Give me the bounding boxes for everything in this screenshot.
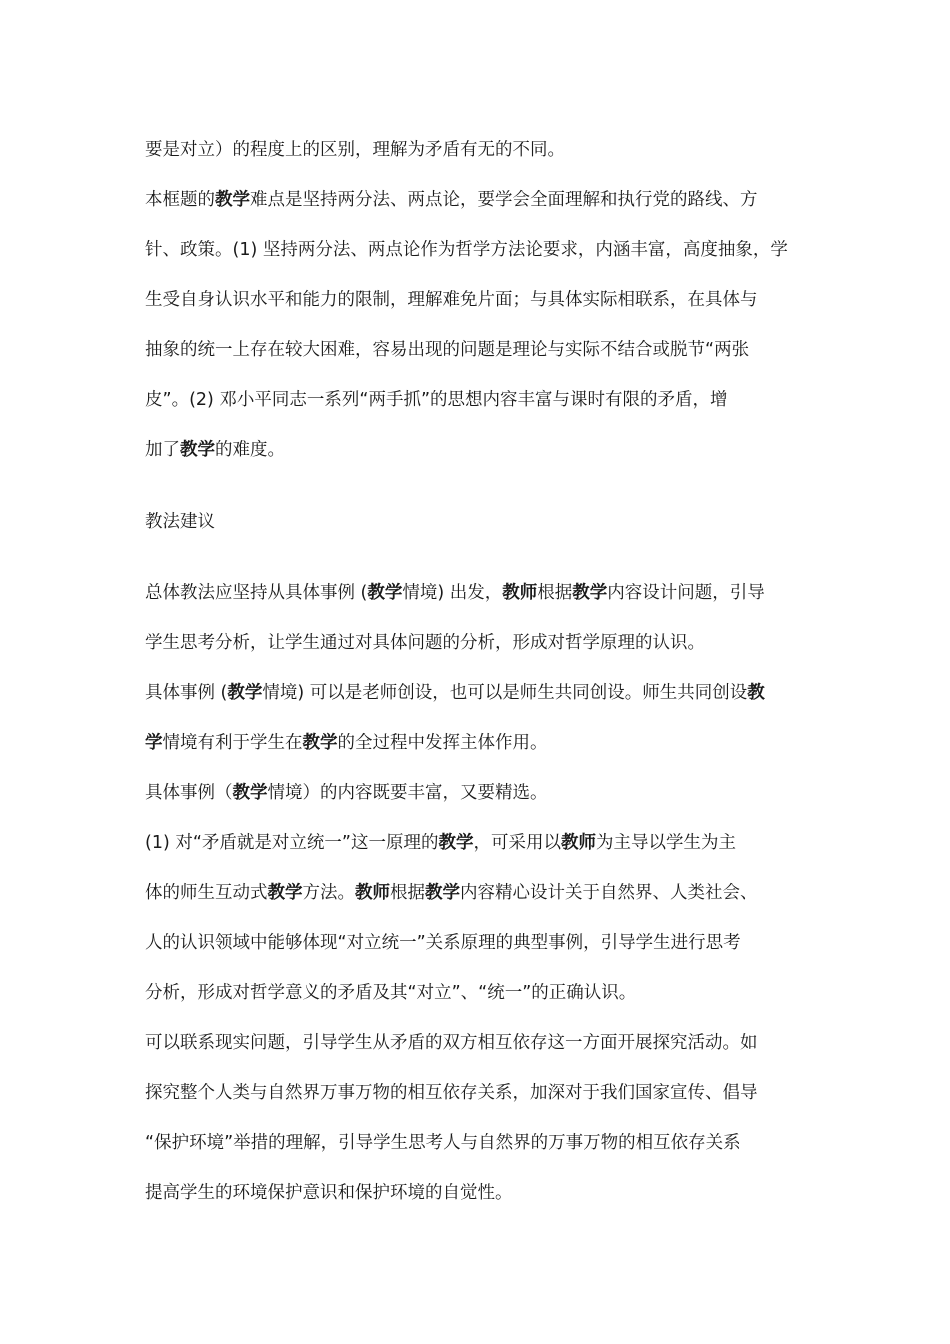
text-run: 情境）的内容既要丰富，又要精选。: [267, 783, 548, 803]
text-run: 教法建议: [145, 512, 215, 532]
text-run: 体的师生互动式: [145, 883, 268, 903]
text-run: ，可采用以: [473, 833, 561, 853]
section-heading: [145, 510, 810, 534]
bold-term: 教: [747, 683, 765, 703]
bold-term: 教师: [502, 583, 538, 603]
text-line: [145, 681, 810, 705]
bold-term: 教学: [438, 833, 474, 853]
bold-term: 教学: [425, 883, 460, 903]
text-run: 抽象的统一上存在较大困难，容易出现的问题是理论与实际不结合或脱节“两张: [145, 340, 750, 360]
bold-term: 教师: [560, 833, 596, 853]
text-line: [145, 581, 810, 605]
text-line: [145, 881, 810, 905]
text-line: [145, 1181, 810, 1205]
text-run: 内容设计问题，引导: [607, 583, 765, 603]
text-run: 皮”。(2) 邓小平同志一系列“两手抓”的思想内容丰富与课时有限的矛盾，增: [145, 390, 728, 410]
text-line: [145, 1031, 810, 1055]
text-line: [145, 438, 810, 462]
text-run: 情境) 出发，: [402, 583, 503, 603]
text-line: [145, 831, 810, 855]
text-run: 情境有利于学生在: [162, 733, 303, 753]
text-run: 要是对立）的程度上的区别，理解为矛盾有无的不同。: [145, 140, 565, 160]
text-run: 的难度。: [215, 440, 285, 460]
bold-term: 学: [145, 733, 163, 753]
text-run: 针、政策。(1) 坚持两分法、两点论作为哲学方法论要求，内涵丰富，高度抽象，学: [145, 240, 788, 260]
text-run: 分析，形成对哲学意义的矛盾及其“对立”、“统一”的正确认识。: [145, 983, 637, 1003]
bold-term: 教学: [232, 783, 268, 803]
text-run: 根据: [390, 883, 425, 903]
text-line: [145, 1131, 810, 1155]
text-run: “保护环境”举措的理解，引导学生思考人与自然界的万事万物的相互依存关系: [145, 1133, 741, 1153]
bold-term: 教学: [227, 683, 263, 703]
text-run: 提高学生的环境保护意识和保护环境的自觉性。: [145, 1183, 513, 1203]
text-line: [145, 981, 810, 1005]
text-line: [145, 731, 810, 755]
text-run: 具体事例（: [145, 783, 233, 803]
text-run: 总体教法应坚持从具体事例 (: [145, 583, 368, 603]
bold-term: 教学: [180, 440, 215, 460]
text-line: [145, 238, 810, 262]
text-line: [145, 338, 810, 362]
bold-term: 教学: [215, 190, 250, 210]
text-run: 根据: [537, 583, 573, 603]
text-run: 探究整个人类与自然界万事万物的相互依存关系，加深对于我们国家宣传、倡导: [145, 1083, 758, 1103]
bold-term: 教学: [302, 733, 338, 753]
text-line: [145, 931, 810, 955]
text-line: [145, 388, 810, 412]
text-run: 情境) 可以是老师创设，也可以是师生共同创设。师生共同创设: [262, 683, 748, 703]
text-run: 学生思考分析，让学生通过对具体问题的分析，形成对哲学原理的认识。: [145, 633, 705, 653]
text-run: 难点是坚持两分法、两点论，要学会全面理解和执行党的路线、方: [250, 190, 758, 210]
text-run: (1) 对“矛盾就是对立统一”这一原理的: [145, 833, 439, 853]
text-line: [145, 288, 810, 312]
text-run: 的全过程中发挥主体作用。: [337, 733, 548, 753]
text-run: 方法。: [302, 883, 355, 903]
text-run: 可以联系现实问题，引导学生从矛盾的双方相互依存这一方面开展探究活动。如: [145, 1033, 758, 1053]
text-run: 具体事例 (: [145, 683, 228, 703]
text-run: 人的认识领域中能够体现“对立统一”关系原理的典型事例，引导学生进行思考: [145, 933, 741, 953]
bold-term: 教师: [355, 883, 390, 903]
text-run: 本框题的: [145, 190, 215, 210]
text-line: [145, 1081, 810, 1105]
text-line: [145, 781, 810, 805]
bold-term: 教学: [267, 883, 303, 903]
text-run: 内容精心设计关于自然界、人类社会、: [460, 883, 758, 903]
text-run: 为主导以学生为主: [595, 833, 736, 853]
bold-term: 教学: [572, 583, 608, 603]
bold-term: 教学: [367, 583, 403, 603]
text-run: 生受自身认识水平和能力的限制，理解难免片面；与具体实际相联系，在具体与: [145, 290, 758, 310]
text-line: [145, 188, 810, 212]
text-line: [145, 138, 810, 162]
text-line: [145, 631, 810, 655]
text-run: 加了: [145, 440, 180, 460]
